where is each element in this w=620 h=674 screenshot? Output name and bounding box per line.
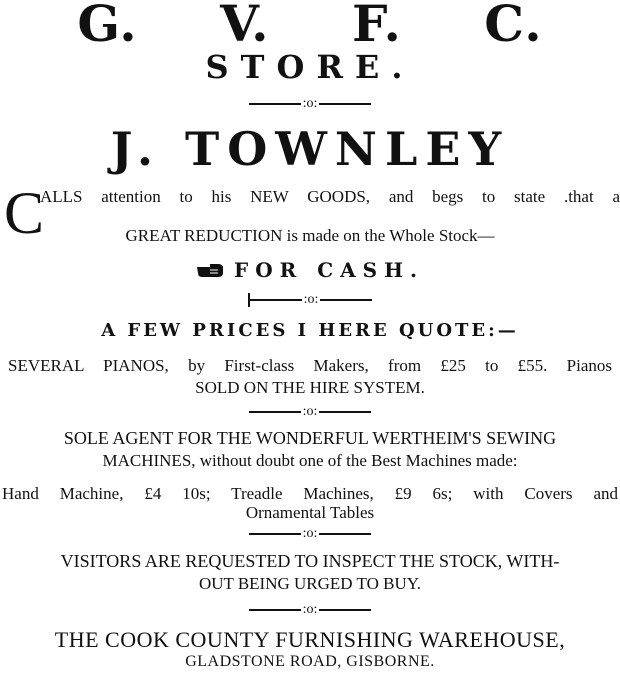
agent-line-2: MACHINES, without doubt one of the Best Machines made: [102,451,518,470]
drop-cap: C [4,180,45,246]
divider: :o: [0,96,620,112]
divider: :o: [0,526,620,542]
footer-line-1: THE COOK COUNTY FURNISHING WAREHOUSE, [54,627,566,652]
store-subtitle: STORE. [205,48,415,86]
cash-text: FOR CASH. [234,258,424,282]
intro-line-1: ALLS attention to his NEW GOODS, and begs to state .that a [40,187,620,206]
pianos-line-2: SOLD ON THE HIRE SYSTEM. [195,378,425,397]
pianos-line-1: SEVERAL PIANOS, by First-class Makers, from £25 to £55. Pianos [8,356,612,375]
footer-line-2: GLADSTONE ROAD, GISBORNE. [185,653,435,670]
visitors-line-2: OUT BEING URGED TO BUY. [198,574,422,593]
pointing-hand-icon [196,261,224,279]
agent-line-4: Ornamental Tables [245,503,375,522]
visitors-line-1: VISITORS ARE REQUESTED TO INSPECT THE STOCK, WITH- [60,551,560,571]
divider: :o: [0,602,620,618]
divider: :o: [0,292,620,308]
agent-line-3: Hand Machine, £4 10s; Treadle Machines, £9 6s; with Covers and [2,484,618,503]
cash-line [0,258,620,282]
intro-line-2: GREAT REDUCTION is made on the Whole Stock— [125,226,495,245]
store-initials: G. V. F. C. [77,0,543,53]
agent-line-1: SOLE AGENT FOR THE WONDERFUL WERTHEIM'S SEWING [63,428,557,448]
quote-heading: A FEW PRICES I HERE QUOTE:— [101,320,519,341]
divider: :o: [0,404,620,420]
proprietor-name: J. TOWNLEY [110,122,510,176]
